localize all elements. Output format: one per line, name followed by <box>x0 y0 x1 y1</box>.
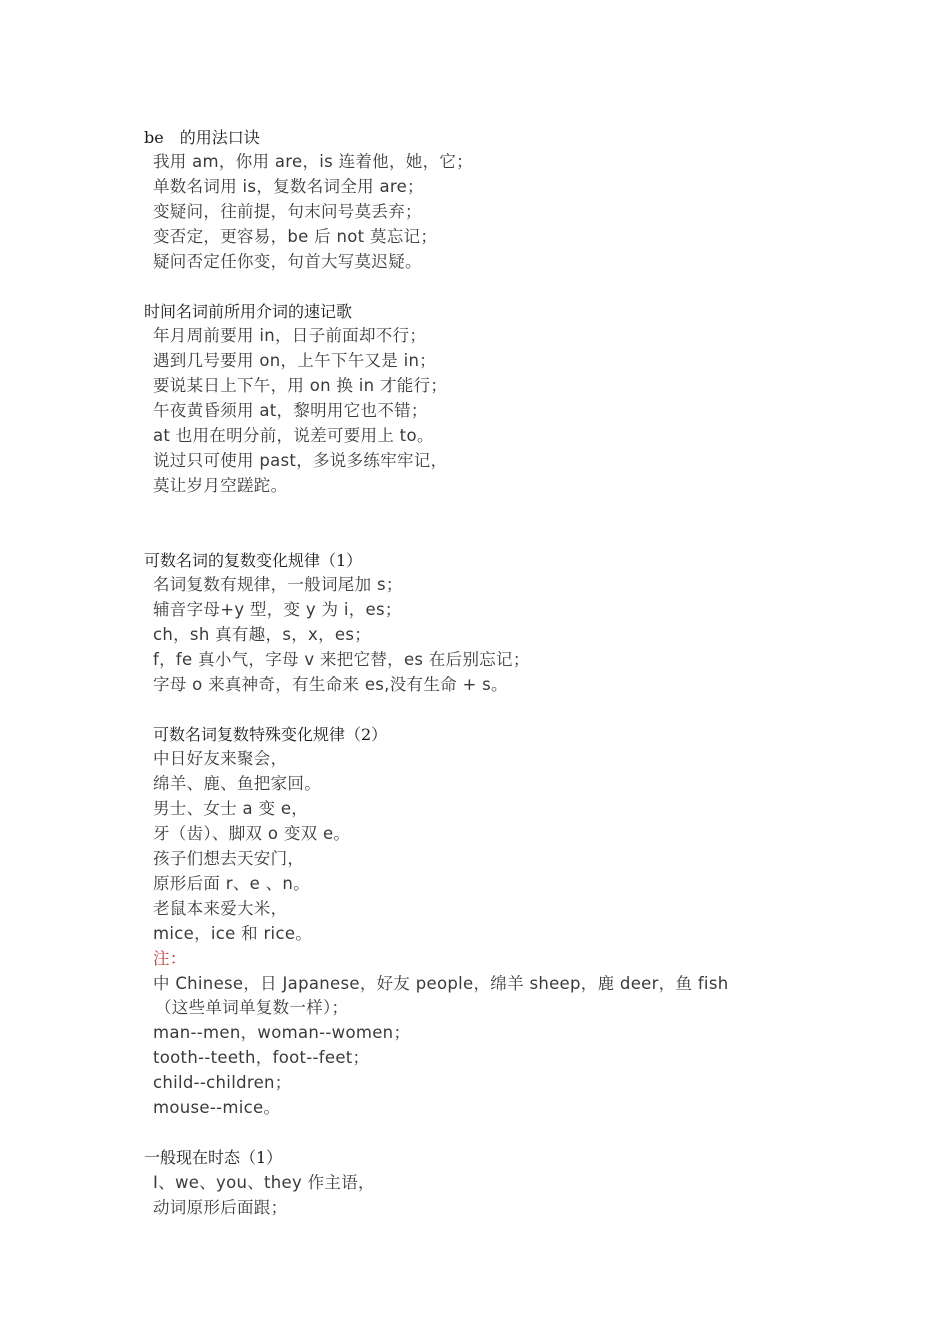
section-title-plural-rules-2: 可数名词复数特殊变化规律（2） <box>153 725 388 744</box>
rhyme-line: 说过只可使用 past，多说多练牢牢记， <box>153 451 448 470</box>
note-line: child--children； <box>153 1073 292 1092</box>
note-line: tooth--teeth，foot--feet； <box>153 1048 370 1067</box>
rhyme-line: 莫让岁月空蹉跎。 <box>153 476 288 495</box>
rhyme-line: at 也用在明分前，说差可要用上 to。 <box>153 426 434 445</box>
rhyme-line: 单数名词用 is，复数名词全用 are； <box>153 177 424 196</box>
rhyme-line: 中日好友来聚会， <box>153 749 288 768</box>
rhyme-line: 孩子们想去天安门， <box>153 849 305 868</box>
rhyme-line: I、we、you、they 作主语， <box>153 1173 375 1192</box>
rhyme-line: 字母 o 来真神奇，有生命来 es,没有生命 + s。 <box>153 675 508 694</box>
note-line: 中 Chinese，日 Japanese，好友 people，绵羊 sheep，鹿 deer，鱼 fish <box>153 974 729 993</box>
section-title-be-usage: be 的用法口诀 <box>144 128 260 147</box>
rhyme-line: 变否定，更容易，be 后 not 莫忘记； <box>153 227 438 246</box>
rhyme-line: 男士、女士 a 变 e， <box>153 799 309 818</box>
section-title-time-prepositions: 时间名词前所用介词的速记歌 <box>144 302 353 321</box>
rhyme-line: 我用 am，你用 are，is 连着他，她，它； <box>153 152 473 171</box>
rhyme-line: 辅音字母+y 型，变 y 为 i，es； <box>153 600 402 619</box>
rhyme-line: 午夜黄昏须用 at，黎明用它也不错； <box>153 401 428 420</box>
rhyme-line: 老鼠本来爱大米， <box>153 899 288 918</box>
rhyme-line: 牙（齿）、脚双 o 变双 e。 <box>153 824 351 843</box>
note-label: 注： <box>153 949 187 968</box>
note-line: mouse--mice。 <box>153 1098 281 1117</box>
section-title-simple-present: 一般现在时态（1） <box>144 1148 283 1167</box>
rhyme-line: 名词复数有规律，一般词尾加 s； <box>153 575 403 594</box>
rhyme-line: 遇到几号要用 on，上午下午又是 in； <box>153 351 437 370</box>
rhyme-line: 疑问否定任你变，句首大写莫迟疑。 <box>153 252 422 271</box>
rhyme-line: 年月周前要用 in，日子前面却不行； <box>153 326 427 345</box>
rhyme-line: 动词原形后面跟； <box>153 1198 288 1217</box>
rhyme-line: 要说某日上下午，用 on 换 in 才能行； <box>153 376 448 395</box>
note-line: （这些单词单复数一样）； <box>155 998 349 1017</box>
rhyme-line: 变疑问，往前提，句末问号莫丢弃； <box>153 202 422 221</box>
rhyme-line: f，fe 真小气，字母 v 来把它替，es 在后别忘记； <box>153 650 530 669</box>
rhyme-line: ch，sh 真有趣，s，x，es； <box>153 625 372 644</box>
rhyme-line: 绵羊、鹿、鱼把家回。 <box>153 774 321 793</box>
rhyme-line: mice，ice 和 rice。 <box>153 924 313 943</box>
rhyme-line: 原形后面 r、e 、n。 <box>153 874 310 893</box>
section-title-plural-rules-1: 可数名词的复数变化规律（1） <box>144 551 363 570</box>
note-line: man--men，woman--women； <box>153 1023 411 1042</box>
